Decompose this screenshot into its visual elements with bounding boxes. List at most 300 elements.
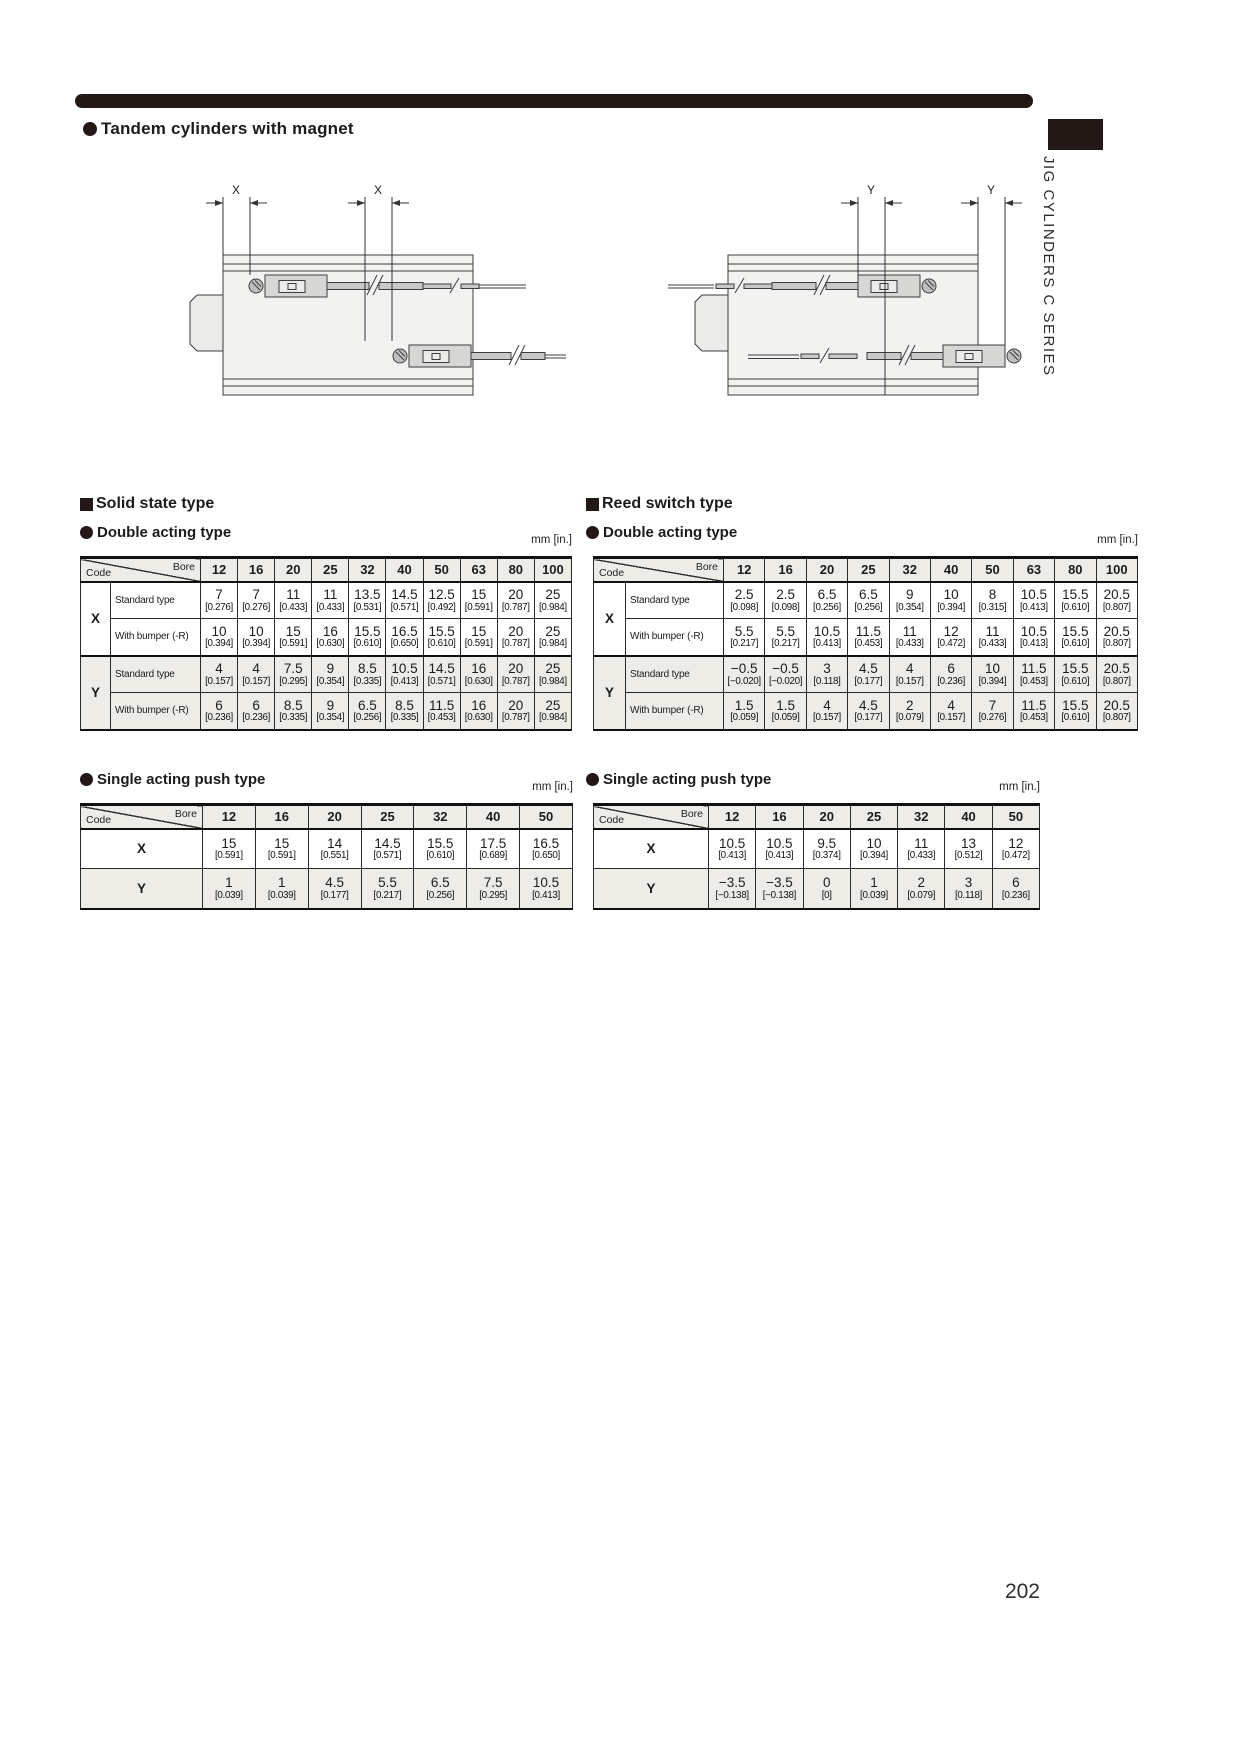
dim-mm-value: 8	[988, 587, 997, 603]
dim-label-x1: X	[231, 183, 241, 197]
dim-mm-value: 15	[285, 623, 301, 639]
dim-mm-value: 14.5	[428, 661, 455, 677]
solid-single-acting-table	[80, 803, 573, 910]
dim-value-cell	[724, 582, 765, 619]
dim-inch-value: [0.531]	[353, 601, 382, 613]
code-cell: Y	[81, 869, 203, 909]
code-corner-label: Code	[86, 813, 112, 826]
dim-mm-value: −3.5	[766, 875, 793, 891]
dim-mm-value: 2	[917, 875, 926, 891]
dim-mm-value: 4	[947, 697, 955, 713]
dim-value-cell	[803, 869, 850, 909]
dim-inch-value: [0.453]	[854, 638, 883, 650]
code-bore-corner	[594, 558, 724, 582]
right-cylinder-drawing	[588, 183, 1028, 403]
bore-header: 80	[497, 558, 534, 582]
dim-value-cell	[724, 693, 765, 730]
dim-inch-value: [0.413]	[390, 675, 419, 687]
dim-inch-value: [0.079]	[895, 712, 924, 724]
dim-mm-value: 16	[471, 697, 487, 713]
dim-inch-value: [0.256]	[426, 889, 455, 901]
dim-value-cell	[972, 582, 1013, 619]
dim-mm-value: 5.5	[734, 623, 754, 639]
dim-mm-value: 11.5	[1021, 661, 1047, 677]
dim-inch-value: [0.354]	[895, 601, 924, 613]
dim-inch-value: [−0.020]	[768, 675, 803, 687]
dim-value-cell	[806, 619, 847, 656]
dim-value-cell	[460, 656, 497, 693]
dim-value-cell	[201, 582, 238, 619]
dim-mm-value: 15.5	[1062, 661, 1089, 677]
dim-inch-value: [0.413]	[813, 638, 841, 650]
dim-value-cell	[349, 693, 386, 730]
dim-mm-value: 15.5	[354, 623, 381, 639]
dim-mm-value: 15	[274, 835, 290, 851]
dim-value-cell	[534, 619, 571, 656]
dim-inch-value: [0.256]	[353, 712, 382, 724]
bore-header: 16	[756, 805, 803, 829]
dim-mm-value: 16	[471, 661, 487, 677]
code-cell: X	[594, 829, 709, 869]
dim-value-cell	[724, 656, 765, 693]
dimension-row	[81, 829, 573, 869]
dim-mm-value: 1.5	[776, 697, 795, 713]
dim-mm-value: 20	[508, 661, 524, 677]
dim-value-cell	[1096, 582, 1137, 619]
dim-inch-value: [0.787]	[501, 712, 530, 724]
code-cell: Y	[81, 656, 111, 730]
dim-inch-value: [0.610]	[1061, 712, 1090, 724]
dim-mm-value: 3	[823, 661, 831, 677]
dim-mm-value: 20.5	[1103, 623, 1130, 639]
bore-corner-label: Bore	[174, 808, 197, 820]
dim-mm-value: 4.5	[325, 875, 344, 891]
dim-value-cell	[709, 869, 756, 909]
dim-value-cell	[255, 829, 308, 869]
dim-value-cell	[414, 869, 467, 909]
unit-label: mm [in.]	[531, 534, 572, 546]
reed-double-acting-table	[593, 556, 1138, 731]
dim-inch-value: [0.591]	[267, 850, 296, 862]
dim-value-cell	[203, 869, 256, 909]
dimension-row	[81, 693, 572, 730]
dim-inch-value: [0.394]	[205, 638, 233, 650]
dim-value-cell	[1013, 582, 1054, 619]
dim-value-cell	[848, 656, 889, 693]
dim-mm-value: 11	[914, 835, 929, 851]
dim-inch-value: [0.591]	[464, 601, 493, 613]
dim-inch-value: [0.335]	[353, 675, 382, 687]
series-index-tab	[1048, 119, 1103, 150]
dim-inch-value: [0.433]	[316, 601, 345, 613]
dim-label-x2: X	[373, 183, 383, 197]
dim-value-cell	[534, 693, 571, 730]
dim-value-cell	[972, 656, 1013, 693]
bore-header: 20	[308, 805, 361, 829]
dim-value-cell	[203, 829, 256, 869]
bore-header: 25	[848, 558, 889, 582]
dim-value-cell	[765, 656, 806, 693]
dim-mm-value: 15.5	[1062, 623, 1089, 639]
dim-value-cell	[806, 693, 847, 730]
dim-value-cell	[1055, 693, 1096, 730]
dim-value-cell	[349, 582, 386, 619]
dim-value-cell	[386, 619, 423, 656]
dim-inch-value: [0.335]	[390, 712, 419, 724]
dim-value-cell	[930, 656, 971, 693]
dim-inch-value: [0.118]	[954, 889, 983, 901]
subtitle-label: Double acting type	[603, 524, 738, 541]
dim-inch-value: [0.236]	[242, 712, 271, 724]
dim-mm-value: 7.5	[483, 875, 503, 891]
dim-value-cell	[312, 693, 349, 730]
dim-value-cell	[275, 582, 312, 619]
dim-mm-value: 17.5	[480, 835, 507, 851]
dim-value-cell	[848, 582, 889, 619]
dim-mm-value: 10	[943, 587, 959, 603]
dim-mm-value: 11.5	[1021, 697, 1047, 713]
dim-value-cell	[460, 693, 497, 730]
subtitle-label: Single acting push type	[603, 771, 772, 788]
left-cylinder-drawing	[128, 183, 568, 403]
dim-inch-value: [0.453]	[427, 712, 456, 724]
dim-value-cell	[349, 619, 386, 656]
dim-mm-value: 1	[870, 875, 878, 891]
dim-mm-value: 6.5	[858, 587, 878, 603]
dim-value-cell	[709, 829, 756, 869]
dim-mm-value: 12.5	[428, 587, 455, 603]
bore-header: 32	[898, 805, 945, 829]
dim-value-cell	[534, 656, 571, 693]
dim-mm-value: 16.5	[391, 623, 418, 639]
code-corner-label: Code	[86, 566, 112, 579]
dim-mm-value: 10	[211, 623, 227, 639]
dim-inch-value: [0.787]	[501, 601, 530, 613]
dim-value-cell	[848, 693, 889, 730]
dim-inch-value: [0.157]	[895, 675, 924, 687]
dim-mm-value: 14	[327, 835, 343, 851]
bore-corner-label: Bore	[172, 561, 195, 573]
dim-inch-value: [−0.138]	[715, 889, 749, 901]
dim-value-cell	[1055, 656, 1096, 693]
dim-inch-value: [0.984]	[538, 675, 567, 687]
dim-value-cell	[1055, 582, 1096, 619]
dim-value-cell	[1013, 693, 1054, 730]
dim-mm-value: 7	[252, 587, 260, 603]
dim-mm-value: 7.5	[283, 661, 303, 677]
dim-inch-value: [0.236]	[205, 712, 233, 724]
dim-value-cell	[889, 582, 930, 619]
dim-value-cell	[765, 693, 806, 730]
dim-value-cell	[534, 582, 571, 619]
dim-value-cell	[803, 829, 850, 869]
dim-mm-value: 6	[947, 661, 955, 677]
dim-inch-value: [0.807]	[1102, 712, 1131, 724]
dim-mm-value: 13.5	[354, 587, 381, 603]
dim-value-cell	[930, 693, 971, 730]
row-type-label: Standard type	[626, 582, 724, 619]
dim-mm-value: 20	[508, 623, 524, 639]
unit-label: mm [in.]	[1097, 534, 1138, 546]
dim-value-cell	[850, 829, 897, 869]
subtitle-label: Single acting push type	[97, 771, 266, 788]
dim-mm-value: 8.5	[283, 697, 303, 713]
row-type-label: With bumper (-R)	[111, 693, 201, 730]
dim-mm-value: 10.5	[391, 661, 418, 677]
bore-header: 40	[467, 805, 520, 829]
bore-header: 25	[312, 558, 349, 582]
dim-label-y1: Y	[866, 183, 876, 197]
dim-inch-value: [0.650]	[532, 850, 560, 862]
dim-value-cell	[930, 582, 971, 619]
bore-header: 16	[765, 558, 806, 582]
dim-value-cell	[992, 869, 1039, 909]
dim-mm-value: 9	[326, 661, 335, 677]
code-cell: X	[594, 582, 626, 656]
dim-inch-value: [0.571]	[427, 675, 456, 687]
dim-inch-value: [0.177]	[854, 712, 883, 724]
dim-mm-value: 2.5	[776, 587, 795, 603]
dim-inch-value: [0.157]	[205, 675, 233, 687]
dim-inch-value: [0.413]	[1019, 601, 1048, 613]
dim-inch-value: [0.157]	[242, 675, 271, 687]
bore-corner-label: Bore	[680, 808, 703, 820]
code-bore-corner	[81, 558, 201, 582]
dim-mm-value: 11	[323, 587, 338, 603]
dim-inch-value: [0.807]	[1102, 601, 1131, 613]
dim-value-cell	[423, 619, 460, 656]
bullet-square-icon	[80, 498, 93, 511]
bore-header: 25	[850, 805, 897, 829]
dim-value-cell	[255, 869, 308, 909]
dim-inch-value: [0.295]	[479, 889, 508, 901]
dim-mm-value: 11.5	[855, 623, 881, 639]
dim-mm-value: 6.5	[358, 697, 377, 713]
dim-value-cell	[992, 829, 1039, 869]
unit-label: mm [in.]	[532, 781, 573, 793]
dim-inch-value: [0.571]	[390, 601, 419, 613]
dim-value-cell	[889, 656, 930, 693]
bore-header: 50	[520, 805, 573, 829]
code-corner-label: Code	[599, 813, 625, 826]
dim-mm-value: 1.5	[734, 697, 754, 713]
dim-value-cell	[238, 656, 275, 693]
dimension-row	[594, 656, 1138, 693]
dim-value-cell	[238, 582, 275, 619]
code-bore-corner	[81, 805, 203, 829]
bore-header: 100	[534, 558, 571, 582]
dim-inch-value: [0.394]	[978, 675, 1007, 687]
dim-value-cell	[238, 619, 275, 656]
bore-header: 50	[992, 805, 1039, 829]
dim-value-cell	[308, 869, 361, 909]
dim-value-cell	[201, 619, 238, 656]
dim-mm-value: 9	[326, 697, 335, 713]
dim-mm-value: 10.5	[766, 835, 793, 851]
bore-header: 25	[361, 805, 414, 829]
dim-mm-value: 6	[215, 697, 223, 713]
bore-header: 32	[889, 558, 930, 582]
dim-mm-value: 4	[823, 697, 831, 713]
dim-inch-value: [0.059]	[730, 712, 759, 724]
bore-header: 40	[945, 805, 992, 829]
dim-inch-value: [0.984]	[538, 601, 567, 613]
bullet-square-icon	[586, 498, 599, 511]
dim-mm-value: 10.5	[532, 875, 560, 891]
dim-value-cell	[850, 869, 897, 909]
dim-inch-value: [0.591]	[464, 638, 493, 650]
page-title-label: Tandem cylinders with magnet	[101, 119, 354, 138]
dim-mm-value: 8.5	[395, 697, 414, 713]
bore-header: 12	[709, 805, 756, 829]
dim-mm-value: 4	[906, 661, 914, 677]
section-title-label: Solid state type	[96, 495, 215, 512]
page-number: 202	[1004, 1580, 1040, 1603]
dim-inch-value: [0.394]	[242, 638, 271, 650]
dim-value-cell	[889, 693, 930, 730]
dim-mm-value: 12	[943, 623, 959, 639]
dim-mm-value: 20.5	[1103, 697, 1130, 713]
dim-inch-value: [0.394]	[937, 601, 966, 613]
bore-header: 16	[255, 805, 308, 829]
dim-inch-value: [0.610]	[1061, 675, 1090, 687]
dim-value-cell	[1013, 656, 1054, 693]
bore-header: 50	[423, 558, 460, 582]
dim-inch-value: [0.276]	[205, 601, 233, 613]
dim-mm-value: 6	[252, 697, 260, 713]
dim-mm-value: 0	[822, 875, 831, 891]
dim-inch-value: [0.453]	[1019, 712, 1048, 724]
dim-mm-value: 14.5	[374, 835, 401, 851]
dim-value-cell	[361, 869, 414, 909]
dim-mm-value: 13	[961, 835, 977, 851]
dim-inch-value: [0.236]	[937, 675, 966, 687]
dim-inch-value: [0.571]	[373, 850, 402, 862]
dim-value-cell	[765, 619, 806, 656]
dim-mm-value: −0.5	[730, 661, 758, 677]
dim-mm-value: 15	[221, 835, 237, 851]
dim-mm-value: 10	[248, 623, 264, 639]
dim-value-cell	[361, 829, 414, 869]
dim-value-cell	[467, 829, 520, 869]
dim-value-cell	[756, 869, 803, 909]
dim-value-cell	[460, 582, 497, 619]
dim-inch-value: [0.354]	[316, 712, 345, 724]
row-type-label: With bumper (-R)	[626, 619, 724, 656]
dim-value-cell	[201, 656, 238, 693]
dim-inch-value: [0.039]	[214, 889, 243, 901]
dim-inch-value: [0.433]	[978, 638, 1007, 650]
dim-mm-value: 1	[225, 875, 233, 891]
dim-value-cell	[520, 829, 573, 869]
dim-value-cell	[386, 656, 423, 693]
dim-value-cell	[806, 582, 847, 619]
dim-value-cell	[423, 693, 460, 730]
dim-inch-value: [0.807]	[1102, 638, 1131, 650]
dim-value-cell	[765, 582, 806, 619]
dim-mm-value: 1	[278, 875, 286, 891]
dim-value-cell	[275, 619, 312, 656]
bore-header: 20	[275, 558, 312, 582]
dim-value-cell	[945, 829, 992, 869]
dim-inch-value: [0.079]	[907, 889, 936, 901]
dim-inch-value: [0.610]	[1061, 601, 1090, 613]
dim-inch-value: [0.787]	[501, 638, 530, 650]
bore-header: 12	[203, 805, 256, 829]
dim-inch-value: [−0.020]	[727, 675, 761, 687]
dim-inch-value: [0]	[821, 889, 832, 901]
dim-value-cell	[467, 869, 520, 909]
dim-inch-value: [0.295]	[279, 675, 308, 687]
dim-value-cell	[308, 829, 361, 869]
dim-inch-value: [0.413]	[1019, 638, 1048, 650]
dim-inch-value: [0.453]	[1019, 675, 1048, 687]
subtitle-label: Double acting type	[97, 524, 232, 541]
dim-inch-value: [0.787]	[501, 675, 530, 687]
dim-inch-value: [0.630]	[464, 712, 493, 724]
dim-inch-value: [0.177]	[320, 889, 349, 901]
row-type-label: Standard type	[626, 656, 724, 693]
dim-value-cell	[1055, 619, 1096, 656]
dimension-row	[594, 619, 1138, 656]
dim-mm-value: 11	[902, 623, 917, 639]
dim-mm-value: 3	[964, 875, 973, 891]
dim-mm-value: 6.5	[430, 875, 450, 891]
bore-header-row	[81, 558, 572, 582]
dim-inch-value: [0.807]	[1102, 675, 1131, 687]
dim-inch-value: [0.217]	[771, 638, 800, 650]
dim-value-cell	[312, 619, 349, 656]
dim-inch-value: [0.374]	[812, 850, 841, 862]
dim-mm-value: 9	[906, 587, 914, 603]
dim-inch-value: [0.177]	[854, 675, 883, 687]
dim-mm-value: 25	[545, 697, 561, 713]
dim-mm-value: 5.5	[378, 875, 397, 891]
dimension-row	[594, 829, 1040, 869]
bore-header: 20	[806, 558, 847, 582]
dim-mm-value: 25	[545, 623, 561, 639]
dim-value-cell	[930, 619, 971, 656]
dim-value-cell	[423, 656, 460, 693]
dim-value-cell	[898, 869, 945, 909]
dim-mm-value: 5.5	[776, 623, 795, 639]
code-cell: Y	[594, 656, 626, 730]
dim-value-cell	[889, 619, 930, 656]
dim-inch-value: [−0.138]	[762, 889, 797, 901]
dim-inch-value: [0.551]	[320, 850, 349, 862]
dim-value-cell	[806, 656, 847, 693]
dim-value-cell	[460, 619, 497, 656]
dim-mm-value: 12	[1008, 835, 1024, 851]
dim-mm-value: 15	[471, 623, 487, 639]
dim-mm-value: 20.5	[1103, 587, 1130, 603]
bore-corner-label: Bore	[695, 561, 718, 573]
dim-mm-value: 10	[985, 661, 1001, 677]
dim-mm-value: 20.5	[1103, 661, 1130, 677]
dim-value-cell	[848, 619, 889, 656]
dim-mm-value: 6.5	[817, 587, 837, 603]
dim-inch-value: [0.098]	[730, 601, 759, 613]
dim-inch-value: [0.276]	[242, 601, 271, 613]
bore-header: 12	[724, 558, 765, 582]
dim-inch-value: [0.591]	[214, 850, 243, 862]
dimension-row	[594, 693, 1138, 730]
dim-mm-value: 6	[1012, 875, 1020, 891]
dim-inch-value: [0.630]	[316, 638, 345, 650]
bore-header: 16	[238, 558, 275, 582]
dim-value-cell	[497, 693, 534, 730]
dim-value-cell	[1096, 693, 1137, 730]
